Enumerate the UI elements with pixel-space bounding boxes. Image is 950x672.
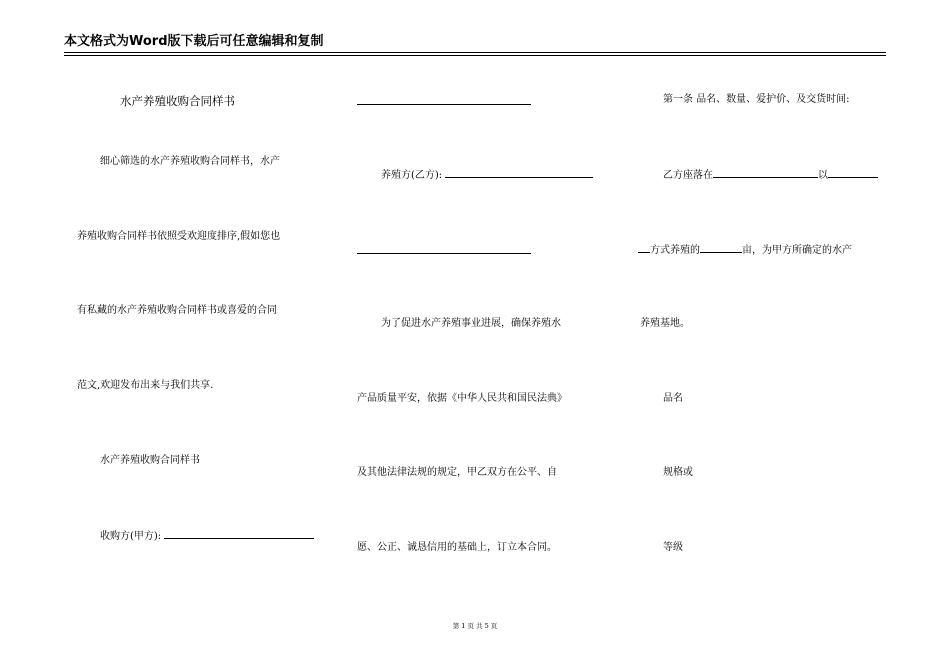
acreage-blank <box>700 243 742 253</box>
method-line <box>638 243 852 257</box>
method-blank-start <box>828 168 878 178</box>
para-line-2: 产品质量平安，依据《中华人民共和国民法典》 <box>357 393 567 404</box>
located-mid: 以 <box>818 170 828 181</box>
para-line-4: 愿、公正、诚恳信用的基础上，订立本合同。 <box>357 542 557 553</box>
para-line-3: 及其他法律法规的规定，甲乙双方在公平、自 <box>357 467 557 478</box>
column-name: 品名 <box>663 393 683 404</box>
intro-line-2: 养殖收购合同样书依照受欢迎度排序,假如您也 <box>77 231 281 242</box>
located-line <box>663 168 878 182</box>
buyer-blank-continued <box>357 104 531 105</box>
contract-title: 水产养殖收购合同样书 <box>120 94 235 108</box>
header-rule <box>64 55 886 56</box>
page-footer: 第 1 页 共 5 页 <box>452 622 498 630</box>
base-line: 养殖基地。 <box>640 318 690 329</box>
farmer-label: 养殖方(乙方): <box>381 170 446 181</box>
located-prefix: 乙方座落在 <box>663 170 713 181</box>
method-mid: 方式养殖的 <box>650 245 700 256</box>
column-spec: 规格或 <box>663 467 693 478</box>
para-line-1: 为了促进水产养殖事业进展，确保养殖水 <box>381 318 561 329</box>
article-1-heading: 第一条 品名、数量、爱护价、及交货时间: <box>663 94 850 105</box>
intro-line-3: 有私藏的水产养殖收购合同样书或喜爱的合同 <box>77 305 277 316</box>
header-title: 本文格式为Word版下载后可任意编辑和复制 <box>64 34 324 49</box>
farmer-blank-continued <box>357 253 531 254</box>
farmer-line <box>381 168 593 182</box>
intro-line-1: 细心筛选的水产养殖收购合同样书，水产 <box>100 156 280 167</box>
document-header <box>64 34 886 53</box>
contract-subtitle: 水产养殖收购合同样书 <box>100 455 200 466</box>
method-blank-end <box>638 243 650 253</box>
intro-line-4: 范文,欢迎发布出来与我们共享. <box>77 380 214 391</box>
buyer-line <box>100 529 314 543</box>
buyer-blank <box>164 529 314 539</box>
buyer-label: 收购方(甲方): <box>100 531 165 542</box>
location-blank <box>713 168 818 178</box>
method-suffix: 亩，为甲方所确定的水产 <box>742 245 852 256</box>
column-grade: 等级 <box>663 542 683 553</box>
farmer-blank <box>445 168 593 178</box>
